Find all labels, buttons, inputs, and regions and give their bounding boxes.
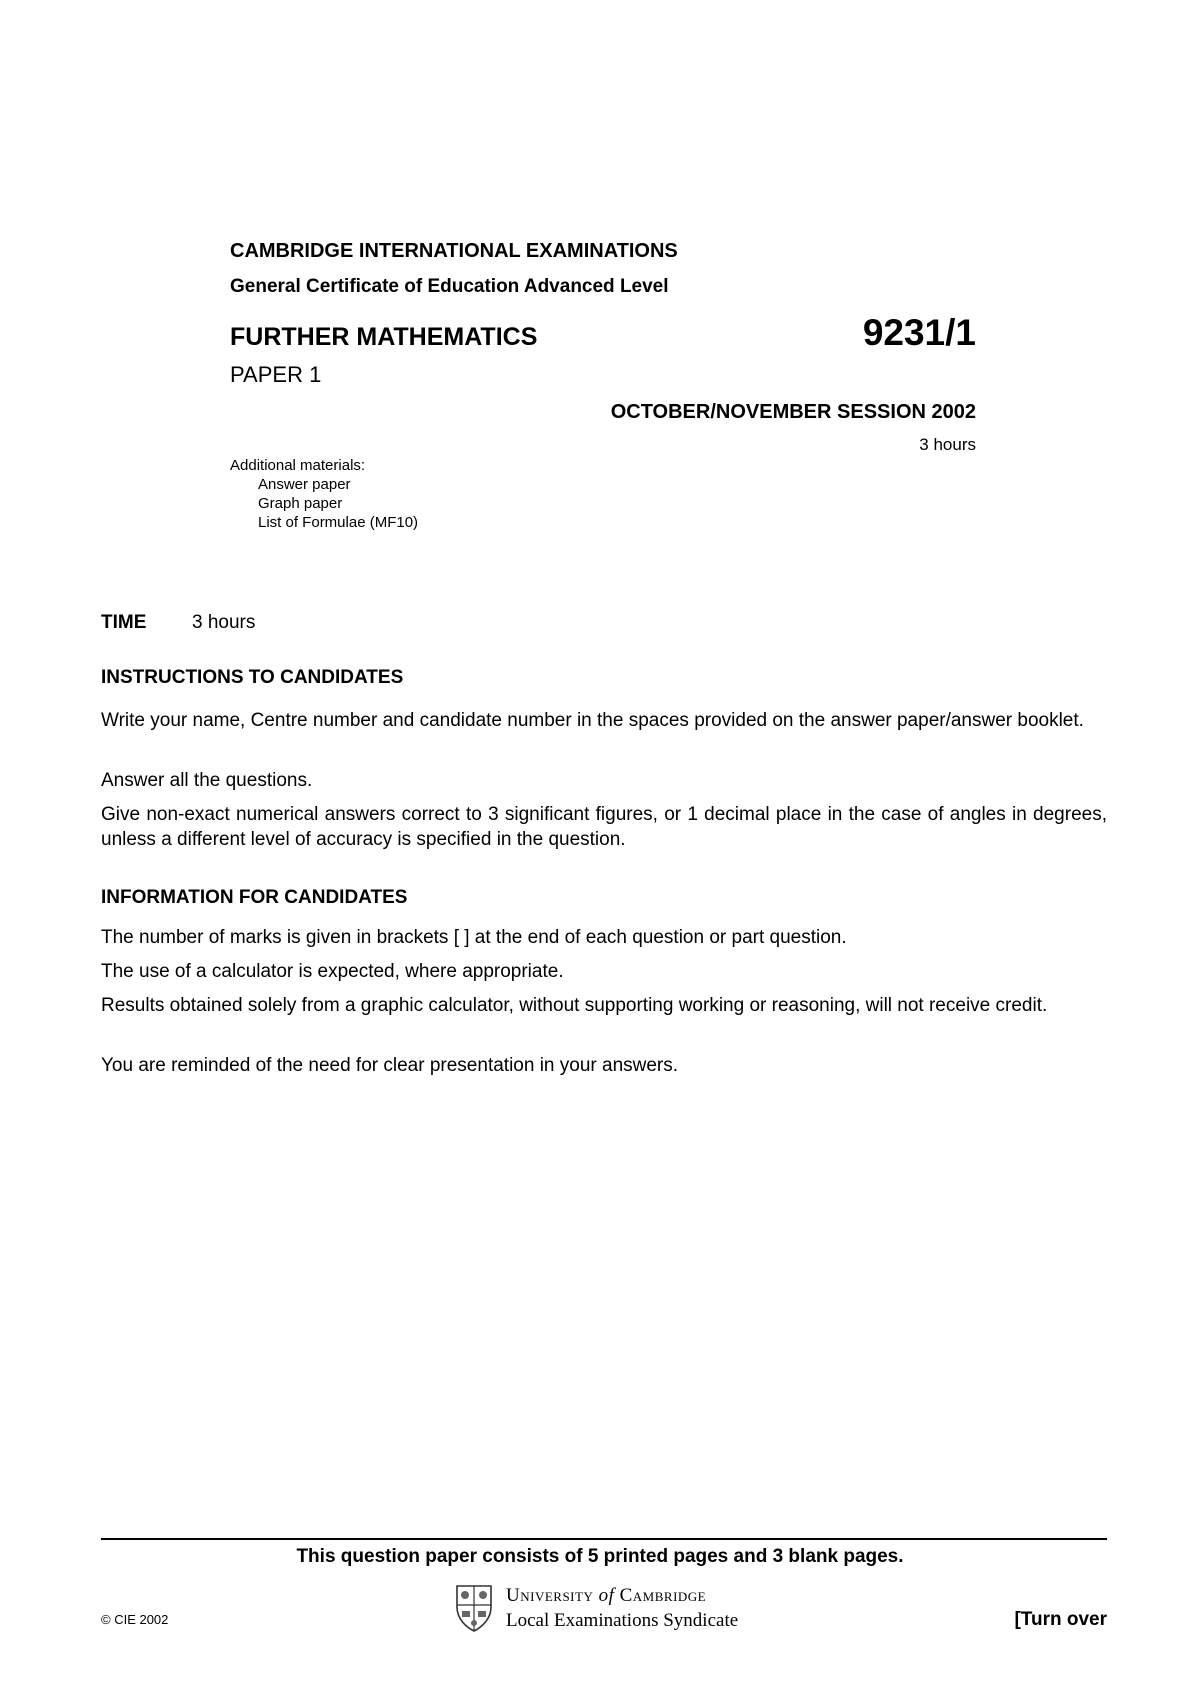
time-value: 3 hours (192, 612, 256, 633)
information-heading: INFORMATION FOR CANDIDATES (101, 887, 408, 908)
materials-item: List of Formulae (MF10) (258, 514, 419, 531)
information-paragraph: You are reminded of the need for clear presentation in your answers. (101, 1055, 679, 1076)
syndicate-name: Local Examinations Syndicate (506, 1610, 739, 1631)
materials-label: Additional materials: (230, 457, 366, 474)
paper-number: PAPER 1 (230, 362, 322, 387)
instruction-paragraph: Give non-exact numerical answers correct to 3 significant figures, or 1 decimal place in the case of angles in degrees, unless a different level of accuracy is specified in the question. (101, 804, 1107, 850)
additional-materials (230, 456, 418, 532)
exam-session: OCTOBER/NOVEMBER SESSION 2002 (610, 401, 976, 423)
information-paragraph: The use of a calculator is expected, where appropriate. (101, 961, 564, 982)
page-count-note: This question paper consists of 5 printed pages and 3 blank pages. (296, 1546, 904, 1567)
paper-code: 9231/1 (862, 312, 976, 353)
exam-board: CAMBRIDGE INTERNATIONAL EXAMINATIONS (230, 240, 678, 262)
university-name: University of Cambridge (506, 1585, 707, 1606)
materials-item: Answer paper (258, 476, 351, 493)
time-label: TIME (101, 612, 147, 633)
subject-title: FURTHER MATHEMATICS (230, 323, 538, 351)
instructions-heading: INSTRUCTIONS TO CANDIDATES (101, 667, 404, 688)
footer-divider (101, 1538, 1107, 1540)
instruction-paragraph: Write your name, Centre number and candidate number in the spaces provided on the answer paper/answer booklet. (101, 710, 1084, 731)
information-paragraph: The number of marks is given in brackets [ ] at the end of each question or part question. (101, 927, 847, 948)
materials-item: Graph paper (258, 495, 343, 512)
information-paragraph: Results obtained solely from a graphic calculator, without supporting working or reasoning, will not receive credit. (101, 995, 1048, 1016)
exam-duration: 3 hours (919, 435, 976, 454)
turn-over-label: [Turn over (1014, 1609, 1107, 1630)
university-crest-icon (454, 1583, 494, 1633)
copyright-notice: © CIE 2002 (101, 1612, 169, 1627)
qualification-level: General Certificate of Education Advanced Level (230, 276, 669, 297)
instruction-paragraph: Answer all the questions. (101, 770, 313, 791)
